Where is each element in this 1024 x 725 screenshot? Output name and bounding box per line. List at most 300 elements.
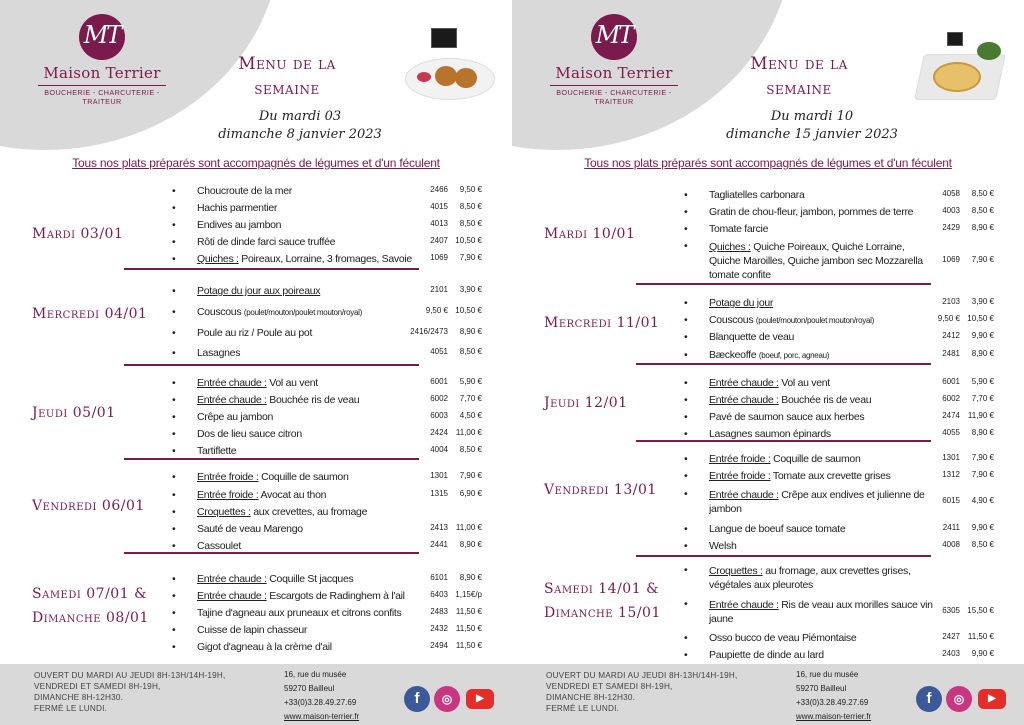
brand-name: Maison Terrier — [43, 64, 161, 82]
dish-price: 4,90 € — [971, 496, 994, 505]
dish-name: Quiches : Quiche Poireaux, Quiche Lorraine, Quiche Maroilles, Quiche jambon sec Mozzarella tomate confite — [709, 241, 923, 281]
dish-price: 8,50 € — [459, 219, 482, 228]
menu-item — [684, 411, 996, 428]
menu-item — [684, 453, 996, 470]
dish-code: 4013 — [430, 219, 448, 228]
brand-name: Maison Terrier — [555, 64, 673, 82]
dish-code: 9,50 € — [425, 306, 448, 315]
dish-name: Entrée froide : Tomate aux crevette grises — [709, 470, 891, 482]
dish-code: 6305 — [942, 606, 960, 615]
day-label-line: Vendredi 06/01 — [32, 498, 145, 514]
dish-category: Entrée froide : — [197, 489, 259, 501]
dish-price: 10,50 € — [455, 306, 482, 315]
dish-code: 6001 — [942, 377, 960, 386]
dish-code: 6002 — [942, 394, 960, 403]
menu-title-line1: Menu de la — [238, 54, 336, 74]
menu-item — [172, 523, 484, 540]
dish-price: 8,90 € — [459, 573, 482, 582]
bullet-icon: • — [172, 471, 176, 483]
dish-name: Gigot d'agneau à la crème d'ail — [197, 641, 332, 653]
dish-price: 8,50 € — [971, 189, 994, 198]
dish-code: 6001 — [430, 377, 448, 386]
day-separator — [124, 364, 419, 366]
bullet-icon: • — [684, 240, 688, 252]
day-label-line: Samedi 14/01 & — [544, 581, 660, 597]
hours-line: VENDREDI ET SAMEDI 8H-19H, — [546, 682, 673, 691]
menu-item — [684, 297, 996, 314]
dish-price: 1,15€/p — [455, 590, 482, 599]
bullet-icon: • — [684, 632, 688, 644]
dish-name: Tartiflette — [197, 445, 237, 457]
bullet-icon: • — [172, 306, 176, 318]
dish-code: 4008 — [942, 540, 960, 549]
menu-item — [684, 470, 996, 487]
day-label-line: Mardi 10/01 — [544, 226, 636, 242]
bullet-icon: • — [172, 394, 176, 406]
instagram-icon[interactable]: ◎ — [434, 686, 460, 712]
bullet-icon: • — [172, 624, 176, 636]
menu-item — [172, 306, 484, 323]
bullet-icon: • — [172, 185, 176, 197]
dish-name: Crêpe au jambon — [197, 411, 274, 423]
dish-name: Couscous (poulet/mouton/poulet mouton/royal) — [197, 306, 362, 318]
menu-item — [172, 540, 484, 557]
brand-rule — [550, 85, 678, 86]
menu-item — [172, 285, 484, 302]
date-line2: dimanche 8 janvier 2023 — [218, 127, 382, 142]
dish-price: 5,90 € — [459, 377, 482, 386]
day-label — [544, 222, 635, 246]
menu-title — [222, 52, 352, 102]
dish-name — [709, 297, 934, 309]
bullet-icon: • — [684, 598, 688, 610]
bullet-icon: • — [684, 649, 688, 661]
dish-name: Entrée froide : Avocat au thon — [197, 489, 327, 501]
dish-category: Entrée chaude : — [197, 394, 267, 406]
day-label-line: Jeudi 05/01 — [32, 405, 116, 421]
dish-price: 8,50 € — [459, 202, 482, 211]
bullet-icon: • — [684, 349, 688, 361]
menu-item — [684, 206, 996, 223]
day-separator — [124, 268, 419, 270]
dish-price: 10,50 € — [967, 314, 994, 323]
dish-name: Entrée froide : Coquille de saumon — [197, 471, 349, 483]
bullet-icon: • — [684, 470, 688, 482]
bullet-icon: • — [172, 573, 176, 585]
menu-page-week2 — [512, 0, 1024, 725]
subtitle: Tous nos plats préparés sont accompagnés de légumes et d'un féculent — [584, 156, 952, 170]
menu-title-line2: semaine — [766, 79, 832, 99]
day-label-line: Mercredi 11/01 — [544, 315, 660, 331]
dish-name: Lasagnes — [197, 347, 241, 359]
dish-name: Hachis parmentier — [197, 202, 278, 214]
dish-code: 2403 — [942, 649, 960, 658]
dish-price: 11,50 € — [967, 632, 994, 641]
dish-price: 8,90 € — [971, 223, 994, 232]
dish-code: 2413 — [430, 523, 448, 532]
menu-item — [684, 598, 996, 626]
dish-price: 11,50 € — [455, 624, 482, 633]
dish-name: Tomate farcie — [709, 223, 769, 235]
menu-title — [734, 52, 864, 102]
bullet-icon: • — [684, 377, 688, 389]
bullet-icon: • — [684, 297, 688, 309]
dish-price: 9,90 € — [971, 331, 994, 340]
dish-category: Entrée chaude : — [709, 394, 779, 406]
menu-item — [172, 236, 484, 253]
dish-price: 7,90 € — [459, 471, 482, 480]
dish-code: 2483 — [430, 607, 448, 616]
day-label — [544, 391, 628, 415]
brand-rule — [38, 85, 166, 86]
menu-item — [684, 377, 996, 394]
dish-name: Rôti de dinde farci sauce truffée — [197, 236, 336, 248]
menu-item — [172, 185, 484, 202]
address-street: 16, rue du musée — [796, 670, 859, 679]
bullet-icon: • — [172, 540, 176, 552]
day-label-line: Dimanche 15/01 — [544, 605, 661, 621]
date-line2: dimanche 15 janvier 2023 — [726, 127, 898, 142]
bullet-icon: • — [172, 377, 176, 389]
website-link[interactable]: www.maison-terrier.fr — [284, 712, 360, 721]
hours-line: DIMANCHE 8H-12H30. — [34, 693, 124, 702]
dish-price: 9,90 € — [971, 523, 994, 532]
youtube-icon[interactable]: ▶ — [978, 689, 1006, 709]
date-line1: Du mardi 10 — [770, 109, 854, 124]
menu-item — [684, 189, 996, 206]
website-link[interactable]: www.maison-terrier.fr — [796, 712, 872, 721]
day-label-line: Samedi 07/01 & — [32, 586, 148, 602]
dish-name: Entrée chaude : Bouchée ris de veau — [197, 394, 360, 406]
dish-code: 2101 — [430, 285, 448, 294]
dish-code: 2427 — [942, 632, 960, 641]
menu-item — [684, 428, 996, 445]
bullet-icon: • — [172, 253, 176, 265]
dish-price: 8,50 € — [971, 540, 994, 549]
dish-category: Quiches : — [709, 241, 751, 253]
hours-line: OUVERT DU MARDI AU JEUDI 8H-13H/14H-19H, — [546, 671, 738, 680]
day-separator — [636, 440, 931, 442]
bullet-icon: • — [684, 189, 688, 201]
dish-price: 5,90 € — [971, 377, 994, 386]
dish-category: Potage du jour — [709, 297, 774, 309]
bullet-icon: • — [684, 411, 688, 423]
dish-name: Blanquette de veau — [709, 331, 795, 343]
dish-price: 9,90 € — [971, 649, 994, 658]
facebook-icon[interactable]: f — [404, 686, 430, 712]
dish-price: 8,90 € — [459, 540, 482, 549]
bullet-icon: • — [172, 590, 176, 602]
menu-item — [172, 471, 484, 488]
dish-code: 6403 — [430, 590, 448, 599]
dish-note: (poulet/mouton/poulet mouton/royal) — [243, 308, 362, 317]
menu-item — [684, 314, 996, 331]
dish-code: 6002 — [430, 394, 448, 403]
menu-item — [172, 641, 484, 658]
address-city: 59270 Bailleul — [796, 684, 847, 693]
dish-code: 2412 — [942, 331, 960, 340]
dish-name: Entrée froide : Coquille de saumon — [709, 453, 861, 465]
address — [284, 668, 404, 724]
opening-hours — [546, 670, 796, 714]
day-label — [32, 222, 123, 246]
dish-price: 11,50 € — [455, 607, 482, 616]
dish-price: 7,90 € — [971, 470, 994, 479]
bullet-icon: • — [684, 540, 688, 552]
dish-code: 6003 — [430, 411, 448, 420]
dish-price: 6,90 € — [459, 489, 482, 498]
dish-category: Entrée froide : — [709, 453, 771, 465]
dish-name: Entrée chaude : Bouchée ris de veau — [709, 394, 872, 406]
menu-item — [172, 506, 484, 523]
dish-category: Entrée chaude : — [709, 599, 779, 611]
day-separator — [124, 552, 419, 554]
dish-name: Tajine d'agneau aux pruneaux et citrons confits — [197, 607, 402, 619]
dish-code: 9,50 € — [937, 314, 960, 323]
bullet-icon: • — [172, 327, 176, 339]
dish-code: 2424 — [430, 428, 448, 437]
monogram-icon — [591, 14, 637, 60]
address-city: 59270 Bailleul — [284, 684, 335, 693]
bullet-icon: • — [684, 394, 688, 406]
bullet-icon: • — [172, 219, 176, 231]
brand-tagline: BOUCHERIE - CHARCUTERIE - TRAITEUR — [556, 88, 672, 106]
dish-category: Potage du jour aux poireaux — [197, 285, 321, 297]
dish-code: 2441 — [430, 540, 448, 549]
facebook-icon[interactable]: f — [916, 686, 942, 712]
dish-price: 7,90 € — [971, 453, 994, 462]
dish-code: 1315 — [430, 489, 448, 498]
dish-name: Entrée chaude : Vol au vent — [709, 377, 830, 389]
dish-price: 8,90 € — [459, 327, 482, 336]
phone-number: +33(0)3.28.49.27.69 — [796, 698, 869, 707]
dish-category: Quiches : — [197, 253, 239, 265]
menu-item — [172, 411, 484, 428]
dish-category: Entrée chaude : — [709, 377, 779, 389]
dish-name: Entrée chaude : Escargots de Radinghem à l'ail — [197, 590, 405, 602]
dish-code: 2103 — [942, 297, 960, 306]
dish-name — [197, 285, 422, 297]
dish-code: 2416/2473 — [410, 327, 448, 336]
day-separator — [636, 555, 931, 557]
dish-code: 2411 — [942, 523, 960, 532]
dish-name: Croquettes : au fromage, aux crevettes grises, végétales aux pleurotes — [709, 565, 911, 591]
dish-name: Gratin de chou-fleur, jambon, pommes de terre — [709, 206, 914, 218]
menu-item — [172, 573, 484, 590]
dish-code: 4004 — [430, 445, 448, 454]
bullet-icon: • — [684, 564, 688, 576]
dish-name: Tagliatelles carbonara — [709, 189, 805, 201]
dish-price: 8,50 € — [459, 445, 482, 454]
address — [796, 668, 916, 724]
day-label-line: Mardi 03/01 — [32, 226, 124, 242]
bullet-icon: • — [172, 347, 176, 359]
dish-code: 2481 — [942, 349, 960, 358]
dish-category: Croquettes : — [197, 506, 251, 518]
dish-code: 1069 — [430, 253, 448, 262]
address-street: 16, rue du musée — [284, 670, 347, 679]
dish-price: 7,90 € — [971, 255, 994, 264]
dish-note: (boeuf, porc, agneau) — [758, 351, 830, 360]
day-separator — [636, 363, 931, 365]
day-label — [544, 478, 657, 502]
dish-price: 8,90 € — [971, 428, 994, 437]
dish-name: Endives au jambon — [197, 219, 282, 231]
menu-title-line2: semaine — [254, 79, 320, 99]
menu-item — [172, 590, 484, 607]
dish-name: Cassoulet — [197, 540, 241, 552]
dish-price: 4,50 € — [459, 411, 482, 420]
monogram-text: MT — [595, 21, 633, 49]
dish-price: 11,90 € — [967, 411, 994, 420]
dish-price: 3,90 € — [971, 297, 994, 306]
dish-code: 4051 — [430, 347, 448, 356]
bullet-icon: • — [684, 331, 688, 343]
hours-line: VENDREDI ET SAMEDI 8H-19H, — [34, 682, 161, 691]
monogram-icon — [79, 14, 125, 60]
opening-hours — [34, 670, 284, 714]
dish-code: 2494 — [430, 641, 448, 650]
day-label-line: Mercredi 04/01 — [32, 306, 148, 322]
instagram-icon[interactable]: ◎ — [946, 686, 972, 712]
dish-code: 6101 — [430, 573, 448, 582]
subtitle: Tous nos plats préparés sont accompagnés de légumes et d'un féculent — [72, 156, 440, 170]
dish-code: 4015 — [430, 202, 448, 211]
dish-name: Entrée chaude : Vol au vent — [197, 377, 318, 389]
menu-item — [172, 377, 484, 394]
dish-code: 6015 — [942, 496, 960, 505]
bullet-icon: • — [684, 523, 688, 535]
dish-price: 7,90 € — [459, 253, 482, 262]
dish-name: Quiches : Poireaux, Lorraine, 3 fromages, Savoie — [197, 253, 412, 265]
menu-item — [172, 347, 484, 364]
dish-price: 7,70 € — [459, 394, 482, 403]
bullet-icon: • — [172, 641, 176, 653]
hours-line: OUVERT DU MARDI AU JEUDI 8H-13H/14H-19H, — [34, 671, 226, 680]
hours-line: FERMÉ LE LUNDI. — [546, 704, 620, 713]
dish-name: Entrée chaude : Crêpe aux endives et julienne de jambon — [709, 489, 925, 515]
dish-name: Dos de lieu sauce citron — [197, 428, 302, 440]
dish-name: Pavé de saumon sauce aux herbes — [709, 411, 865, 423]
bullet-icon: • — [684, 206, 688, 218]
youtube-icon[interactable]: ▶ — [466, 689, 494, 709]
day-separator — [124, 458, 419, 460]
bullet-icon: • — [172, 445, 176, 457]
dish-price: 15,50 € — [967, 606, 994, 615]
menu-item — [684, 394, 996, 411]
menu-item — [684, 488, 996, 516]
bullet-icon: • — [172, 489, 176, 501]
brand-logo — [32, 14, 172, 106]
dish-price: 11,50 € — [455, 641, 482, 650]
dish-name: Welsh — [709, 540, 737, 552]
day-label-line: Jeudi 12/01 — [544, 395, 628, 411]
dish-name: Couscous (poulet/mouton/poulet mouton/royal) — [709, 314, 874, 326]
dish-name: Croquettes : aux crevettes, au fromage — [197, 506, 368, 518]
day-label — [544, 577, 661, 625]
dish-name: Langue de boeuf sauce tomate — [709, 523, 846, 535]
dish-category: Entrée chaude : — [197, 573, 267, 585]
dish-name: Choucroute de la mer — [197, 185, 292, 197]
day-separator — [636, 283, 931, 285]
week-dates — [200, 108, 400, 144]
dish-code: 4003 — [942, 206, 960, 215]
menu-item — [172, 489, 484, 506]
menu-item — [684, 523, 996, 540]
dish-code: 4058 — [942, 189, 960, 198]
monogram-text: MT — [83, 21, 121, 49]
bullet-icon: • — [172, 236, 176, 248]
menu-item — [684, 632, 996, 649]
dish-price: 8,90 € — [971, 349, 994, 358]
bullet-icon: • — [172, 428, 176, 440]
dish-category: Entrée chaude : — [197, 377, 267, 389]
dish-name: Poule au riz / Poule au pot — [197, 327, 313, 339]
brand-logo — [544, 14, 684, 106]
day-label — [32, 494, 145, 518]
menu-item — [172, 219, 484, 236]
menu-item — [684, 240, 996, 282]
dish-name: Osso bucco de veau Piémontaise — [709, 632, 857, 644]
dish-name: Paupiette de dinde au lard — [709, 649, 824, 661]
day-label — [32, 401, 116, 425]
menu-item — [172, 624, 484, 641]
menu-item — [684, 223, 996, 240]
dish-category: Entrée chaude : — [197, 590, 267, 602]
bullet-icon: • — [684, 488, 688, 500]
date-line1: Du mardi 03 — [258, 109, 342, 124]
dish-category: Croquettes : — [709, 565, 763, 577]
dish-category: Entrée froide : — [709, 470, 771, 482]
dish-code: 2432 — [430, 624, 448, 633]
bullet-icon: • — [684, 314, 688, 326]
menu-item — [684, 564, 996, 592]
dish-name: Sauté de veau Marengo — [197, 523, 303, 535]
day-label-line: Vendredi 13/01 — [544, 482, 657, 498]
hours-line: FERMÉ LE LUNDI. — [34, 704, 108, 713]
footer — [512, 664, 1024, 725]
bullet-icon: • — [172, 506, 176, 518]
day-label — [32, 582, 149, 630]
dish-code: 4055 — [942, 428, 960, 437]
dish-price: 7,70 € — [971, 394, 994, 403]
dish-category: Entrée froide : — [197, 471, 259, 483]
bullet-icon: • — [684, 428, 688, 440]
dish-price: 9,50 € — [459, 185, 482, 194]
bullet-icon: • — [684, 223, 688, 235]
menu-item — [172, 202, 484, 219]
menu-item — [172, 327, 484, 344]
hours-line: DIMANCHE 8H-12H30. — [546, 693, 636, 702]
dish-category: Entrée chaude : — [709, 489, 779, 501]
menu-item — [172, 394, 484, 411]
dish-code: 2407 — [430, 236, 448, 245]
menu-item — [172, 607, 484, 624]
dish-code: 1312 — [942, 470, 960, 479]
dish-code: 1069 — [942, 255, 960, 264]
dish-code: 1301 — [430, 471, 448, 480]
brand-tagline: BOUCHERIE - CHARCUTERIE - TRAITEUR — [44, 88, 160, 106]
dish-code: 2466 — [430, 185, 448, 194]
social-links — [404, 686, 494, 712]
footer — [0, 664, 512, 725]
dish-price: 10,50 € — [455, 236, 482, 245]
phone-number: +33(0)3.28.49.27.69 — [284, 698, 357, 707]
menu-item — [172, 428, 484, 445]
day-label-line: Dimanche 08/01 — [32, 610, 149, 626]
dish-photo — [405, 46, 500, 104]
dish-name: Entrée chaude : Coquille St jacques — [197, 573, 354, 585]
